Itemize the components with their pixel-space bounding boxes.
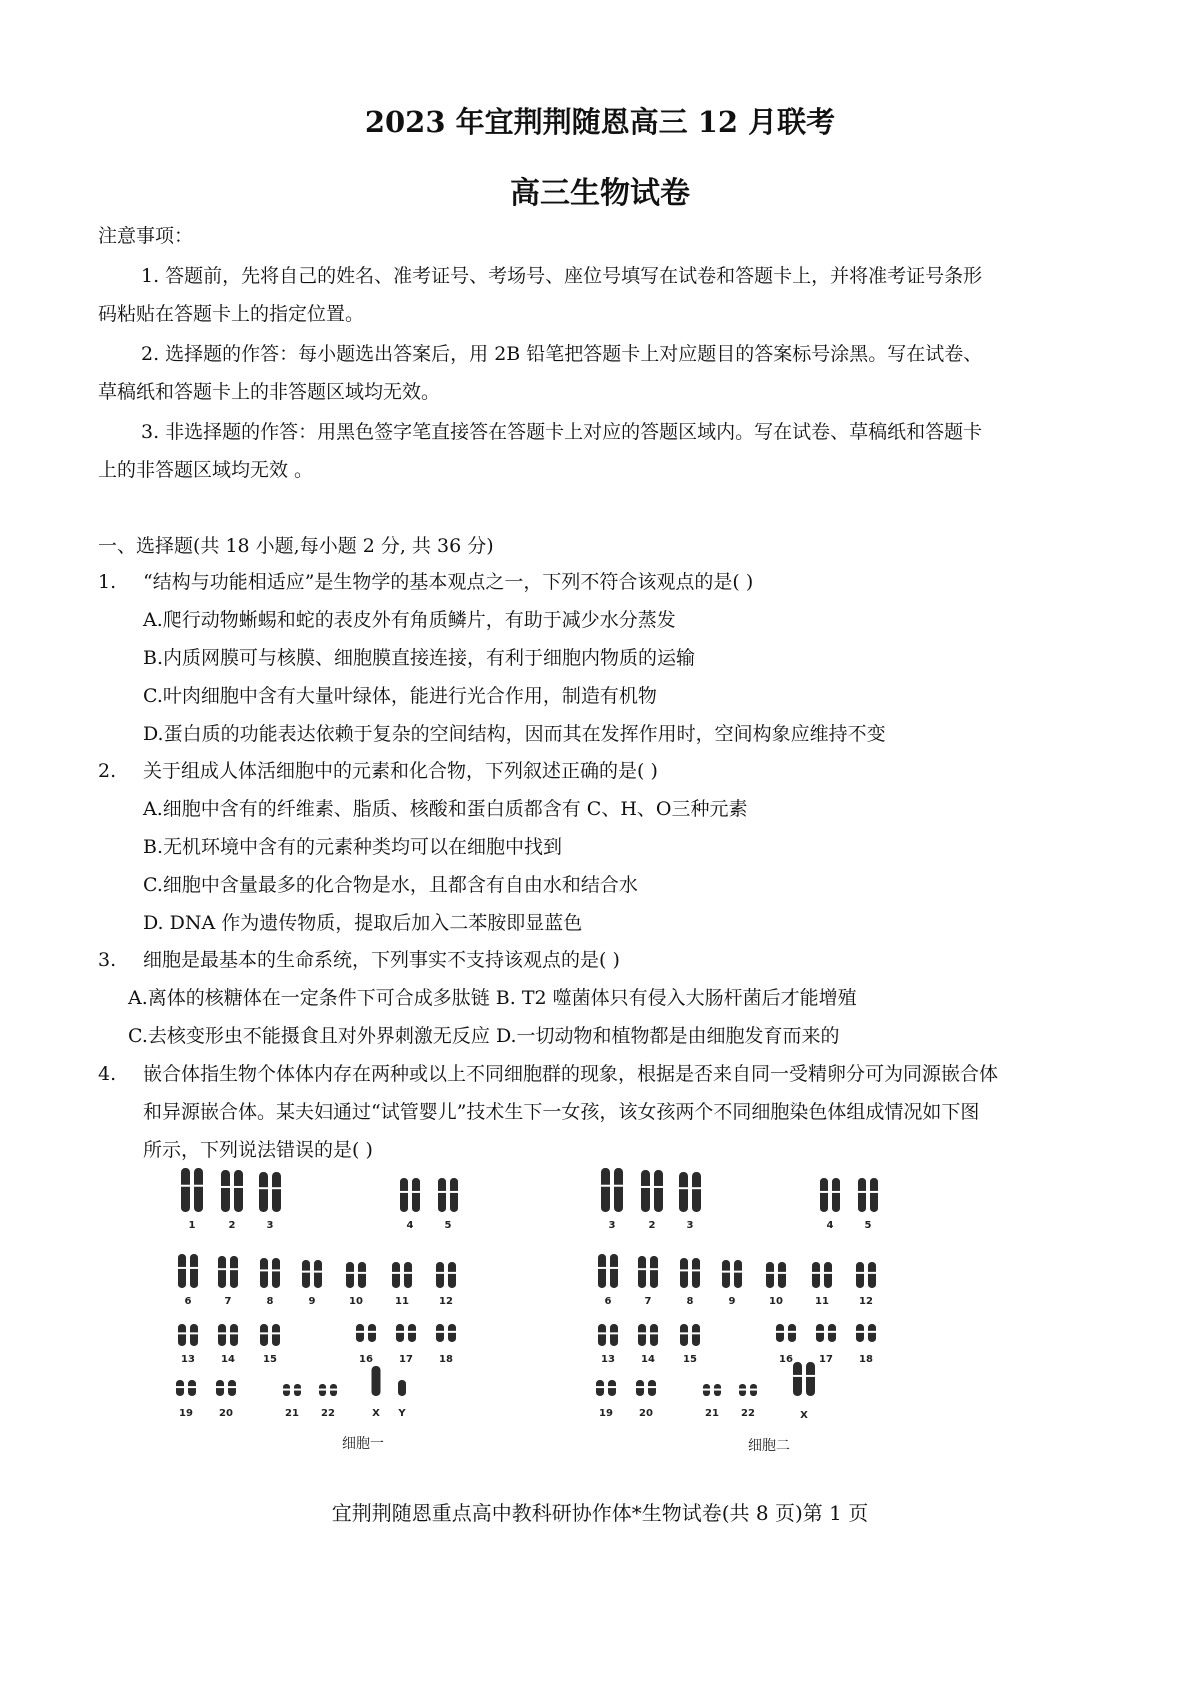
cell-2-label-8: 8 bbox=[686, 1296, 694, 1307]
cell-2-label-21: 21 bbox=[705, 1408, 719, 1419]
cell-2-label-15: 15 bbox=[683, 1354, 697, 1365]
cell-1-chromosome-3-chromatid bbox=[272, 1172, 281, 1212]
question-2-number: 2. bbox=[98, 760, 117, 782]
cell-1-chromosome-14-centromere bbox=[217, 1332, 227, 1334]
cell-1-chromosome-2-centromere bbox=[220, 1186, 231, 1188]
question-1-number: 1. bbox=[98, 571, 117, 593]
cell-2-chromosome-13-centromere bbox=[597, 1332, 607, 1334]
cell-2-chromosome-4-centromere bbox=[831, 1191, 841, 1193]
cell-1-chromosome-12-chromatid bbox=[436, 1262, 444, 1288]
cell-1-chromosome-12-chromatid bbox=[448, 1262, 456, 1288]
cell-1-chromosome-6-chromatid bbox=[178, 1254, 186, 1288]
cell-2-chromosome-6-chromatid bbox=[610, 1254, 618, 1288]
cell-2-chromosome-x-centromere bbox=[792, 1375, 803, 1377]
cell-1-chromosome-18-centromere bbox=[447, 1331, 457, 1333]
cell-2-chromosome-7-chromatid bbox=[638, 1256, 646, 1288]
cell-2-chromosome-2-centromere bbox=[640, 1186, 651, 1188]
cell-2-chromosome-16-chromatid bbox=[788, 1324, 796, 1342]
karyotype-figure bbox=[170, 1160, 940, 1460]
cell-1-caption: 细胞一 bbox=[342, 1436, 384, 1452]
cell-2-chromosome-20-centromere bbox=[635, 1386, 645, 1388]
cell-2-label-x: X bbox=[800, 1410, 808, 1421]
cell-2-chromosome-10-centromere bbox=[777, 1272, 787, 1274]
cell-1-label-5: 5 bbox=[444, 1220, 452, 1231]
cell-2-chromosome-2-chromatid bbox=[641, 1170, 650, 1212]
cell-2-label-22: 22 bbox=[741, 1408, 755, 1419]
cell-1-chromosome-14-centromere bbox=[229, 1332, 239, 1334]
karyotype-cell-2 bbox=[595, 1168, 879, 1421]
cell-2-label-20: 20 bbox=[639, 1408, 653, 1419]
cell-2-chromosome-5-chromatid bbox=[870, 1178, 878, 1212]
cell-1-chromosome-14-chromatid bbox=[230, 1324, 238, 1346]
question-3-stem: 细胞是最基本的生命系统，下列事实不支持该观点的是( ) bbox=[143, 949, 620, 971]
cell-1-chromosome-3-chromatid bbox=[259, 1172, 268, 1212]
cell-2-chromosome-5-centromere bbox=[869, 1191, 879, 1193]
cell-1-chromosome-9-centromere bbox=[301, 1271, 311, 1273]
cell-1-chromosome-15-centromere bbox=[259, 1332, 269, 1334]
cell-2-chromosome-8-chromatid bbox=[692, 1258, 700, 1288]
cell-1-label-x: X bbox=[372, 1408, 380, 1419]
cell-2-chromosome-14-centromere bbox=[649, 1332, 659, 1334]
cell-1-chromosome-4-chromatid bbox=[400, 1178, 408, 1212]
cell-1-label-17: 17 bbox=[399, 1354, 413, 1365]
cell-2-chromosome-1-centromere bbox=[613, 1185, 624, 1187]
cell-2-label-13: 13 bbox=[601, 1354, 615, 1365]
cell-2-label-5: 5 bbox=[864, 1220, 872, 1231]
page-footer: 宜荆荆随恩重点高中教科研协作体*生物试卷(共 8 页)第 1 页 bbox=[331, 1501, 869, 1525]
cell-1-label-20: 20 bbox=[219, 1408, 233, 1419]
cell-1-chromosome-10-chromatid bbox=[358, 1262, 366, 1288]
cell-1-chromosome-11-centromere bbox=[391, 1272, 401, 1274]
cell-2-label-12: 12 bbox=[859, 1296, 873, 1307]
cell-2-chromosome-18-chromatid bbox=[868, 1324, 876, 1342]
question-4-stem-line2: 和异源嵌合体。某夫妇通过“试管婴儿”技术生下一女孩，该女孩两个不同细胞染色体组成情况如下图 bbox=[143, 1101, 980, 1123]
cell-1-chromosome-22-centromere bbox=[329, 1389, 338, 1391]
cell-1-chromosome-16-centromere bbox=[355, 1331, 365, 1333]
cell-2-label-2: 2 bbox=[648, 1220, 656, 1231]
cell-1-chromosome-9-chromatid bbox=[302, 1260, 310, 1288]
cell-1-chromosome-4-centromere bbox=[399, 1191, 409, 1193]
cell-1-label-6: 6 bbox=[184, 1296, 192, 1307]
cell-2-chromosome-14-chromatid bbox=[638, 1324, 646, 1346]
cell-1-chromosome-3-centromere bbox=[258, 1187, 269, 1189]
cell-1-chromosome-11-chromatid bbox=[392, 1262, 400, 1288]
cell-1-chromosome-5-centromere bbox=[449, 1191, 459, 1193]
cell-1-chromosome-15-centromere bbox=[271, 1332, 281, 1334]
question-2-option-d: D. DNA 作为遗传物质，提取后加入二苯胺即显蓝色 bbox=[143, 912, 583, 934]
cell-1-chromosome-6-chromatid bbox=[190, 1254, 198, 1288]
cell-1-label-1: 1 bbox=[188, 1220, 196, 1231]
cell-1-chromosome-8-chromatid bbox=[272, 1258, 280, 1288]
cell-2-chromosome-16-centromere bbox=[787, 1331, 797, 1333]
cell-1-chromosome-x-chromatid bbox=[372, 1366, 381, 1396]
cell-1-label-12: 12 bbox=[439, 1296, 453, 1307]
question-1-option-a: A.爬行动物蜥蜴和蛇的表皮外有角质鳞片，有助于减少水分蒸发 bbox=[143, 609, 676, 631]
cell-1-chromosome-6-centromere bbox=[177, 1267, 187, 1269]
cell-2-chromosome-2-centromere bbox=[653, 1186, 664, 1188]
cell-2-chromosome-17-centromere bbox=[815, 1331, 825, 1333]
cell-1-label-9: 9 bbox=[308, 1296, 316, 1307]
cell-2-chromosome-3-centromere bbox=[691, 1187, 702, 1189]
cell-1-chromosome-16-chromatid bbox=[356, 1324, 364, 1342]
cell-2-chromosome-22-centromere bbox=[749, 1389, 758, 1391]
cell-2-chromosome-9-centromere bbox=[721, 1271, 731, 1273]
notice-item-1-line1: 1. 答题前，先将自己的姓名、准考证号、考场号、座位号填写在试卷和答题卡上，并将准考证号条形 bbox=[141, 265, 983, 287]
cell-1-chromosome-8-centromere bbox=[271, 1269, 281, 1271]
notice-heading: 注意事项： bbox=[98, 225, 194, 247]
notice-item-3-line2: 上的非答题区域均无效 。 bbox=[98, 459, 314, 481]
cell-2-chromosome-11-centromere bbox=[811, 1272, 821, 1274]
cell-1-chromosome-15-chromatid bbox=[272, 1324, 280, 1346]
cell-1-chromosome-13-chromatid bbox=[190, 1324, 198, 1346]
question-3-options-ab: A.离体的核糖体在一定条件下可合成多肽链 B. T2 噬菌体只有侵入大肠杆菌后才能增殖 bbox=[128, 987, 857, 1009]
section-heading: 一、选择题(共 18 小题,每小题 2 分, 共 36 分) bbox=[98, 535, 494, 557]
cell-1-chromosome-5-chromatid bbox=[438, 1178, 446, 1212]
cell-2-chromosome-20-centromere bbox=[647, 1386, 657, 1388]
cell-1-chromosome-2-chromatid bbox=[234, 1170, 243, 1212]
cell-1-chromosome-7-chromatid bbox=[230, 1256, 238, 1288]
cell-2-chromosome-4-chromatid bbox=[820, 1178, 828, 1212]
cell-2-chromosome-7-chromatid bbox=[650, 1256, 658, 1288]
cell-2-chromosome-12-chromatid bbox=[868, 1262, 876, 1288]
cell-1-label-16: 16 bbox=[359, 1354, 373, 1365]
cell-2-chromosome-12-centromere bbox=[867, 1272, 877, 1274]
cell-1-chromosome-1-chromatid bbox=[181, 1168, 190, 1212]
cell-1-label-14: 14 bbox=[221, 1354, 235, 1365]
cell-2-label-19: 19 bbox=[599, 1408, 613, 1419]
cell-1-label-8: 8 bbox=[266, 1296, 274, 1307]
cell-2-chromosome-15-chromatid bbox=[680, 1324, 688, 1346]
question-2-stem: 关于组成人体活细胞中的元素和化合物，下列叙述正确的是( ) bbox=[143, 760, 658, 782]
cell-1-chromosome-17-centromere bbox=[407, 1331, 417, 1333]
question-3-number: 3. bbox=[98, 949, 117, 971]
cell-2-label-3: 3 bbox=[686, 1220, 694, 1231]
cell-1-chromosome-y-chromatid bbox=[398, 1380, 406, 1396]
cell-2-chromosome-13-chromatid bbox=[610, 1324, 618, 1346]
question-4-stem-line1: 嵌合体指生物个体体内存在两种或以上不同细胞群的现象，根据是否来自同一受精卵分可为同源嵌合体 bbox=[143, 1063, 999, 1085]
karyotype-cell-1 bbox=[175, 1168, 459, 1419]
cell-2-chromosome-6-centromere bbox=[597, 1267, 607, 1269]
cell-2-chromosome-7-centromere bbox=[637, 1268, 647, 1270]
cell-2-label-7: 7 bbox=[644, 1296, 652, 1307]
cell-2-chromosome-22-centromere bbox=[738, 1389, 747, 1391]
question-1-option-c: C.叶肉细胞中含有大量叶绿体，能进行光合作用，制造有机物 bbox=[143, 685, 657, 707]
cell-1-chromosome-17-chromatid bbox=[408, 1324, 416, 1342]
cell-2-chromosome-21-centromere bbox=[713, 1389, 722, 1391]
cell-2-chromosome-18-centromere bbox=[855, 1331, 865, 1333]
cell-2-chromosome-19-centromere bbox=[607, 1386, 617, 1388]
cell-2-label-6: 6 bbox=[604, 1296, 612, 1307]
cell-1-chromosome-7-centromere bbox=[217, 1268, 227, 1270]
cell-1-label-11: 11 bbox=[395, 1296, 409, 1307]
cell-1-label-2: 2 bbox=[228, 1220, 236, 1231]
question-4-stem-line3: 所示，下列说法错误的是( ) bbox=[143, 1139, 373, 1161]
cell-2-chromosome-8-centromere bbox=[679, 1269, 689, 1271]
question-3-options-cd: C.去核变形虫不能摄食且对外界刺激无反应 D.一切动物和植物都是由细胞发育而来的 bbox=[128, 1025, 840, 1047]
cell-2-chromosome-10-chromatid bbox=[778, 1262, 786, 1288]
cell-2-chromosome-14-chromatid bbox=[650, 1324, 658, 1346]
cell-1-chromosome-2-chromatid bbox=[221, 1170, 230, 1212]
cell-2-chromosome-3-chromatid bbox=[692, 1172, 701, 1212]
cell-1-chromosome-15-chromatid bbox=[260, 1324, 268, 1346]
cell-2-chromosome-9-centromere bbox=[733, 1271, 743, 1273]
cell-1-chromosome-18-chromatid bbox=[448, 1324, 456, 1342]
cell-2-chromosome-x-centromere bbox=[805, 1375, 816, 1377]
cell-2-chromosome-11-chromatid bbox=[824, 1262, 832, 1288]
cell-1-chromosome-11-chromatid bbox=[404, 1262, 412, 1288]
cell-1-label-15: 15 bbox=[263, 1354, 277, 1365]
cell-1-chromosome-9-chromatid bbox=[314, 1260, 322, 1288]
cell-2-chromosome-17-chromatid bbox=[816, 1324, 824, 1342]
cell-1-chromosome-5-chromatid bbox=[450, 1178, 458, 1212]
cell-2-chromosome-7-centromere bbox=[649, 1268, 659, 1270]
question-2-option-b: B.无机环境中含有的元素种类均可以在细胞中找到 bbox=[143, 836, 563, 858]
cell-1-label-4: 4 bbox=[406, 1220, 414, 1231]
cell-1-chromosome-20-centromere bbox=[227, 1386, 237, 1388]
cell-1-chromosome-9-centromere bbox=[313, 1271, 323, 1273]
question-2-option-a: A.细胞中含有的纤维素、脂质、核酸和蛋白质都含有 C、H、O三种元素 bbox=[143, 798, 748, 820]
question-2-option-c: C.细胞中含量最多的化合物是水，且都含有自由水和结合水 bbox=[143, 874, 638, 896]
cell-2-chromosome-16-centromere bbox=[775, 1331, 785, 1333]
cell-2-chromosome-4-chromatid bbox=[832, 1178, 840, 1212]
cell-2-label-1: 3 bbox=[608, 1220, 616, 1231]
notice-item-3-line1: 3. 非选择题的作答：用黑色签字笔直接答在答题卡上对应的答题区域内。写在试卷、草稿纸和答题卡 bbox=[141, 421, 983, 443]
cell-2-label-16: 16 bbox=[779, 1354, 793, 1365]
cell-2-chromosome-5-chromatid bbox=[858, 1178, 866, 1212]
cell-2-chromosome-8-centromere bbox=[691, 1269, 701, 1271]
cell-2-chromosome-18-chromatid bbox=[856, 1324, 864, 1342]
cell-1-chromosome-11-centromere bbox=[403, 1272, 413, 1274]
cell-1-chromosome-7-centromere bbox=[229, 1268, 239, 1270]
cell-2-chromosome-17-centromere bbox=[827, 1331, 837, 1333]
cell-2-chromosome-3-centromere bbox=[678, 1187, 689, 1189]
cell-1-chromosome-1-centromere bbox=[180, 1185, 191, 1187]
cell-2-chromosome-x-chromatid bbox=[793, 1362, 802, 1396]
cell-2-chromosome-6-centromere bbox=[609, 1267, 619, 1269]
cell-2-chromosome-10-centromere bbox=[765, 1272, 775, 1274]
cell-1-chromosome-14-chromatid bbox=[218, 1324, 226, 1346]
cell-1-label-7: 7 bbox=[224, 1296, 232, 1307]
cell-2-label-9: 9 bbox=[728, 1296, 736, 1307]
cell-2-chromosome-14-centromere bbox=[637, 1332, 647, 1334]
cell-1-chromosome-18-chromatid bbox=[436, 1324, 444, 1342]
cell-2-label-10: 10 bbox=[769, 1296, 783, 1307]
cell-2-chromosome-2-chromatid bbox=[654, 1170, 663, 1212]
cell-1-chromosome-13-centromere bbox=[177, 1332, 187, 1334]
cell-2-chromosome-1-chromatid bbox=[601, 1168, 610, 1212]
cell-1-label-3: 3 bbox=[266, 1220, 274, 1231]
cell-1-chromosome-10-centromere bbox=[345, 1272, 355, 1274]
cell-2-chromosome-13-chromatid bbox=[598, 1324, 606, 1346]
cell-1-chromosome-21-centromere bbox=[282, 1389, 291, 1391]
cell-2-chromosome-15-chromatid bbox=[692, 1324, 700, 1346]
cell-1-chromosome-8-centromere bbox=[259, 1269, 269, 1271]
cell-1-chromosome-7-chromatid bbox=[218, 1256, 226, 1288]
cell-2-label-17: 17 bbox=[819, 1354, 833, 1365]
cell-1-chromosome-22-centromere bbox=[318, 1389, 327, 1391]
cell-1-chromosome-17-chromatid bbox=[396, 1324, 404, 1342]
cell-2-chromosome-8-chromatid bbox=[680, 1258, 688, 1288]
cell-2-chromosome-12-chromatid bbox=[856, 1262, 864, 1288]
question-1-option-b: B.内质网膜可与核膜、细胞膜直接连接，有利于细胞内物质的运输 bbox=[143, 647, 696, 669]
cell-2-chromosome-4-centromere bbox=[819, 1191, 829, 1193]
cell-2-label-14: 14 bbox=[641, 1354, 655, 1365]
cell-1-chromosome-19-centromere bbox=[187, 1386, 197, 1388]
cell-2-chromosome-16-chromatid bbox=[776, 1324, 784, 1342]
cell-2-chromosome-9-chromatid bbox=[734, 1260, 742, 1288]
paper-subtitle: 高三生物试卷 bbox=[510, 176, 690, 211]
cell-1-chromosome-13-chromatid bbox=[178, 1324, 186, 1346]
cell-1-chromosome-10-centromere bbox=[357, 1272, 367, 1274]
cell-2-chromosome-12-centromere bbox=[855, 1272, 865, 1274]
cell-2-chromosome-5-centromere bbox=[857, 1191, 867, 1193]
exam-title: 2023 年宜荆荆随恩高三 12 月联考 bbox=[364, 105, 836, 139]
cell-1-label-22: 22 bbox=[321, 1408, 335, 1419]
cell-1-chromosome-1-chromatid bbox=[194, 1168, 203, 1212]
question-1-option-d: D.蛋白质的功能表达依赖于复杂的空间结构，因而其在发挥作用时，空间构象应维持不变 bbox=[143, 723, 886, 745]
cell-2-label-4: 4 bbox=[826, 1220, 834, 1231]
question-4-number: 4. bbox=[98, 1063, 117, 1085]
cell-2-chromosome-6-chromatid bbox=[598, 1254, 606, 1288]
cell-1-chromosome-20-centromere bbox=[215, 1386, 225, 1388]
cell-1-label-19: 19 bbox=[179, 1408, 193, 1419]
cell-1-chromosome-3-centromere bbox=[271, 1187, 282, 1189]
cell-1-chromosome-21-centromere bbox=[293, 1389, 302, 1391]
cell-1-chromosome-6-centromere bbox=[189, 1267, 199, 1269]
cell-2-chromosome-x-chromatid bbox=[806, 1362, 815, 1396]
cell-1-chromosome-10-chromatid bbox=[346, 1262, 354, 1288]
cell-1-chromosome-12-centromere bbox=[447, 1272, 457, 1274]
cell-1-label-y: Y bbox=[398, 1408, 406, 1419]
cell-2-label-18: 18 bbox=[859, 1354, 873, 1365]
cell-1-chromosome-2-centromere bbox=[233, 1186, 244, 1188]
cell-2-chromosome-11-centromere bbox=[823, 1272, 833, 1274]
cell-2-chromosome-21-centromere bbox=[702, 1389, 711, 1391]
cell-1-chromosome-1-centromere bbox=[193, 1185, 204, 1187]
cell-1-chromosome-5-centromere bbox=[437, 1191, 447, 1193]
cell-1-label-21: 21 bbox=[285, 1408, 299, 1419]
cell-2-chromosome-11-chromatid bbox=[812, 1262, 820, 1288]
cell-1-chromosome-18-centromere bbox=[435, 1331, 445, 1333]
cell-2-chromosome-17-chromatid bbox=[828, 1324, 836, 1342]
cell-1-chromosome-17-centromere bbox=[395, 1331, 405, 1333]
cell-2-chromosome-15-centromere bbox=[679, 1332, 689, 1334]
cell-2-chromosome-9-chromatid bbox=[722, 1260, 730, 1288]
cell-1-chromosome-4-chromatid bbox=[412, 1178, 420, 1212]
cell-2-caption: 细胞二 bbox=[748, 1438, 790, 1454]
cell-2-chromosome-10-chromatid bbox=[766, 1262, 774, 1288]
cell-2-chromosome-1-chromatid bbox=[614, 1168, 623, 1212]
cell-2-chromosome-19-centromere bbox=[595, 1386, 605, 1388]
notice-item-1-line2: 码粘贴在答题卡上的指定位置。 bbox=[98, 303, 365, 325]
cell-1-chromosome-19-centromere bbox=[175, 1386, 185, 1388]
cell-2-chromosome-18-centromere bbox=[867, 1331, 877, 1333]
cell-1-chromosome-13-centromere bbox=[189, 1332, 199, 1334]
cell-1-label-18: 18 bbox=[439, 1354, 453, 1365]
cell-2-chromosome-13-centromere bbox=[609, 1332, 619, 1334]
cell-1-chromosome-16-chromatid bbox=[368, 1324, 376, 1342]
cell-1-label-10: 10 bbox=[349, 1296, 363, 1307]
cell-2-chromosome-1-centromere bbox=[600, 1185, 611, 1187]
cell-1-chromosome-16-centromere bbox=[367, 1331, 377, 1333]
cell-2-chromosome-15-centromere bbox=[691, 1332, 701, 1334]
notice-item-2-line1: 2. 选择题的作答：每小题选出答案后，用 2B 铅笔把答题卡上对应题目的答案标号涂黑。写在试卷、 bbox=[141, 343, 983, 365]
notice-item-2-line2: 草稿纸和答题卡上的非答题区域均无效。 bbox=[98, 381, 441, 403]
cell-2-label-11: 11 bbox=[815, 1296, 829, 1307]
question-1-stem: “结构与功能相适应”是生物学的基本观点之一，下列不符合该观点的是( ) bbox=[143, 571, 754, 593]
cell-1-chromosome-8-chromatid bbox=[260, 1258, 268, 1288]
cell-1-chromosome-12-centromere bbox=[435, 1272, 445, 1274]
cell-2-chromosome-3-chromatid bbox=[679, 1172, 688, 1212]
cell-1-label-13: 13 bbox=[181, 1354, 195, 1365]
cell-1-chromosome-4-centromere bbox=[411, 1191, 421, 1193]
